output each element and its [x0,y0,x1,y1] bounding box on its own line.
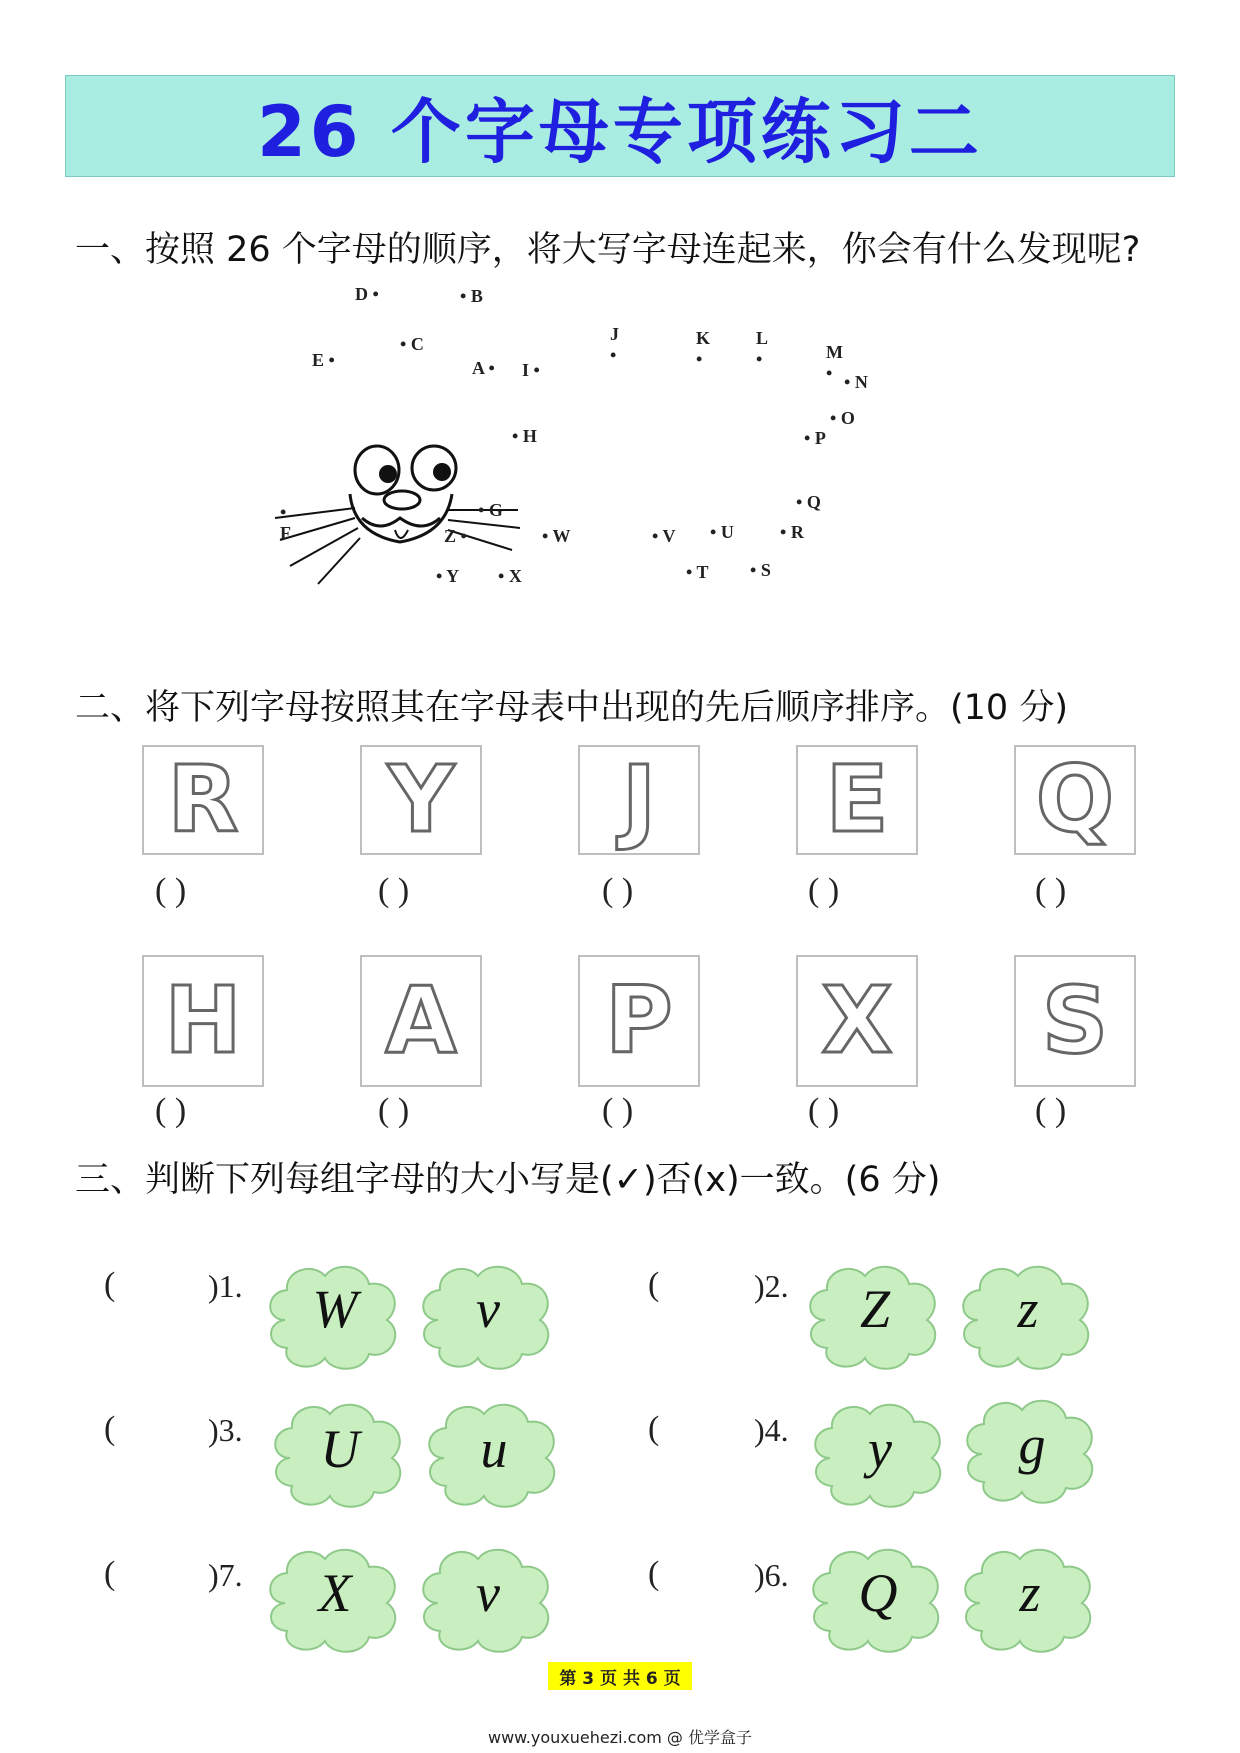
dot-r: • R [780,522,804,542]
lowercase-letter: z [1017,1279,1039,1339]
dot-l: L • [756,328,769,369]
letter-r: R [167,746,239,853]
answer-blank[interactable]: ( ) [602,872,634,909]
answer-blank[interactable]: ( ) [602,1092,634,1129]
letter-box [360,955,482,1087]
dot-c: • C [400,334,424,354]
dot-g: • G [478,500,503,520]
item-number: )3. [208,1412,243,1448]
dot-f: • F [280,502,291,543]
letter-box [578,955,700,1087]
dot-p: • P [804,428,826,448]
item-number: )4. [754,1412,789,1448]
letter-q: Q [1035,746,1115,853]
letter-a: A [385,967,457,1074]
item-number: )7. [208,1557,243,1593]
letter-box [142,745,264,855]
dot-a: A • [472,358,495,378]
answer-blank[interactable]: ( ) [155,1092,187,1129]
letter-j: J [621,746,657,853]
letter-box [142,955,264,1087]
dot-b: • B [460,286,483,306]
dot-j: J • [610,324,619,365]
judge-blank-open[interactable]: ( [104,1410,116,1447]
uppercase-letter: X [318,1563,352,1623]
answer-blank[interactable]: ( ) [378,872,410,909]
page-title: 26 个字母专项练习二 [257,90,983,173]
lowercase-letter: v [476,1279,500,1339]
letter-box [360,745,482,855]
dot-n: • N [844,372,868,392]
dot-q: • Q [796,492,821,512]
section1-heading: 一、按照 26 个字母的顺序，将大写字母连起来，你会有什么发现呢? [75,230,1141,270]
dot-o: • O [830,408,855,428]
dot-s: • S [750,560,771,580]
title-banner [65,75,1175,177]
judge-blank-open[interactable]: ( [648,1410,660,1447]
letter-e: E [825,746,889,853]
judge-blank-open[interactable]: ( [104,1266,116,1303]
page-number: 第 3 页 共 6 页 [548,1662,692,1690]
item-number: )6. [754,1557,789,1593]
letter-box [796,745,918,855]
letter-box [1014,745,1136,855]
uppercase-letter: y [868,1419,892,1479]
answer-blank[interactable]: ( ) [378,1092,410,1129]
answer-blank[interactable]: ( ) [155,872,187,909]
letter-x: X [821,967,893,1074]
lowercase-letter: u [480,1419,508,1479]
lowercase-letter: g [1018,1415,1046,1475]
dot-h: • H [512,426,537,446]
letter-y: Y [387,746,455,853]
dot-m: M • [826,342,843,383]
answer-blank[interactable]: ( ) [808,872,840,909]
dot-v: • V [652,526,676,546]
dot-puzzle [250,272,890,672]
dot-i: I • [522,360,540,380]
seal-drawing [250,272,890,672]
lowercase-letter: v [476,1563,500,1623]
letter-box [1014,955,1136,1087]
item-number: )2. [754,1268,789,1304]
judge-blank-open[interactable]: ( [104,1555,116,1592]
dot-z: Z • [444,526,467,546]
item-number: )1. [208,1268,243,1304]
judge-blank-open[interactable]: ( [648,1266,660,1303]
dot-u: • U [710,522,734,542]
dot-e: E • [312,350,335,370]
dot-t: • T [686,562,709,582]
section2-heading: 二、将下列字母按照其在字母表中出现的先后顺序排序。(10 分) [75,688,1068,728]
letter-p: P [605,967,673,1074]
uppercase-letter: W [312,1279,358,1339]
answer-blank[interactable]: ( ) [1035,1092,1067,1129]
dot-x: • X [498,566,522,586]
letter-s: S [1041,967,1109,1074]
judge-blank-open[interactable]: ( [648,1555,660,1592]
letter-h: H [164,967,242,1074]
uppercase-letter: Q [858,1563,898,1623]
footer-site: www.youxuehezi.com @ 优学盒子 [488,1728,752,1747]
dot-k: K • [696,328,711,369]
uppercase-letter: Z [859,1279,891,1339]
lowercase-letter: z [1019,1563,1041,1623]
dot-d: D • [355,284,379,304]
section3-heading: 三、判断下列每组字母的大小写是(✓)否(x)一致。(6 分) [75,1160,941,1200]
letter-box [578,745,700,855]
answer-blank[interactable]: ( ) [808,1092,840,1129]
dot-y: • Y [436,566,460,586]
dot-w: • W [542,526,571,546]
letter-box [796,955,918,1087]
uppercase-letter: U [320,1419,360,1479]
answer-blank[interactable]: ( ) [1035,872,1067,909]
